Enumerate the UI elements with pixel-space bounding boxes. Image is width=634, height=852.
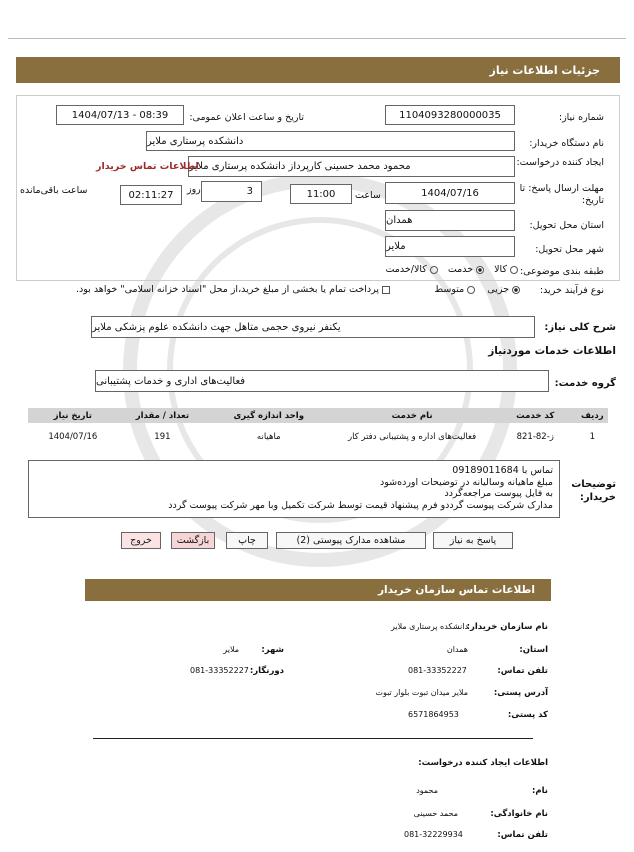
contact-section-header [85,579,551,601]
table-cell: 191 [154,432,171,442]
radio-icon [467,286,475,294]
category-option-both[interactable]: کالا/خدمت [385,264,437,275]
col-header: واحد اندازه گیری [207,408,330,423]
deadline-label: مهلت ارسال پاسخ: تا تاریخ: [519,183,604,206]
col-header: ردیف [577,408,608,423]
city-value-2: ملایر [223,645,239,654]
days-field[interactable]: 3 [201,181,262,202]
creator-info-title: اطلاعات ایجاد کننده درخواست: [418,758,548,768]
buyer-notes-label: توضیحات خریدار: [571,479,616,503]
buyer-notes-field [28,460,560,518]
need-number-label: شماره نیاز: [558,112,604,123]
province-field[interactable]: همدان [385,210,515,231]
table-cell: 1404/07/16 [48,432,98,442]
col-header: تاریخ نیاز [28,408,118,423]
service-group-label: گروه خدمت: [554,378,616,389]
summary-field: یکنفر نیروی حجمی متاهل جهت دانشکده علوم پزشکی ملایر [91,316,535,338]
need-number-field[interactable]: 1104093280000035 [385,105,515,125]
deadline-time-field[interactable]: 11:00 [290,184,352,204]
items-table [28,408,608,451]
top-divider [8,38,626,39]
province-label-2: استان: [519,645,548,655]
creator-label: ایجاد کننده درخواست: [516,157,604,168]
province-label: استان محل تحویل: [529,220,604,231]
notes-line: به فایل پیوست مراجعه‌گردد [444,488,553,499]
phone-label: تلفن تماس: [497,666,548,676]
back-button[interactable]: بازگشت [171,532,215,549]
treasury-note: پرداخت تمام یا بخشی از مبلغ خرید،از محل "اسناد خزانه اسلامی" خواهد بود. [76,284,379,295]
process-label: نوع فرآیند خرید: [539,285,604,296]
radio-selected-icon [476,266,484,274]
col-header: کد خدمت [494,408,577,423]
service-group-field: فعالیت‌های اداری و خدمات پشتیبانی [95,370,549,392]
view-documents-button[interactable]: مشاهده مدارک پیوستی (2) [276,532,426,549]
process-option-minor[interactable]: جزیی [487,284,520,295]
address-value: ملایر میدان تبوت بلوار تبوت [375,688,468,697]
province-value-2: همدان [446,645,468,654]
city-label: شهر محل تحویل: [535,244,604,255]
family-value: محمد حسینی [413,809,458,818]
remaining-time-field: 02:11:27 [120,185,182,205]
items-table-wrap [28,408,608,451]
fax-label: دورنگار: [249,666,284,676]
deadline-date-field[interactable]: 1404/07/16 [385,182,515,204]
category-options [330,264,518,275]
radio-icon [510,266,518,274]
name-value: محمود [416,786,438,795]
col-header: تعداد / مقدار [118,408,208,423]
city-label-2: شهر: [261,645,284,655]
remaining-label: ساعت باقی‌مانده [20,185,88,196]
buyer-org-field[interactable]: دانشکده پرستاری ملایر [146,131,515,151]
category-option-goods[interactable]: کالا [494,264,518,275]
page-title: جزئیات اطلاعات نیاز [489,63,600,77]
category-option-service[interactable]: خدمت [448,264,484,275]
radio-icon [430,266,438,274]
postal-value: 6571864953 [408,710,459,719]
print-button[interactable]: چاپ [226,532,268,549]
creator-phone-label: تلفن تماس: [497,830,548,840]
family-label: نام خانوادگی: [490,809,548,819]
process-option-medium[interactable]: متوسط [434,284,475,295]
reply-button[interactable]: پاسخ به نیاز [433,532,513,549]
table-cell: 1 [589,432,596,442]
address-label: آدرس پستی: [493,688,548,698]
process-options [420,284,520,295]
creator-phone-value: 081-32229934 [404,830,463,839]
checkbox-icon[interactable] [382,286,390,294]
contact-section-title: اطلاعات تماس سازمان خریدار [378,584,535,596]
announce-field[interactable]: 1404/07/13 - 08:39 [56,105,184,125]
city-field[interactable]: ملایر [385,236,515,257]
treasury-checkbox-row[interactable] [40,284,390,295]
exit-button[interactable]: خروج [121,532,161,549]
services-title: اطلاعات خدمات موردنیاز [488,345,616,357]
category-label: طبقه بندی موضوعی: [519,266,604,277]
notes-line: مبلغ ماهیانه وسالیانه در توضیحات اورده‌شود [380,476,553,488]
day-label: روز [187,184,201,195]
org-value: دانشکده پرستاری ملایر [390,622,468,631]
radio-selected-icon [512,286,520,294]
phone-value: 081-33352227 [408,666,467,675]
table-header-row [28,408,608,423]
table-cell: ماهیانه [256,432,281,442]
notes-line: تماس با 09189011684 [452,465,553,476]
buyer-org-label: نام دستگاه خریدار: [529,138,604,149]
creator-field[interactable]: محمود محمد حسینی کارپرداز دانشکده پرستاری ملایر [188,156,515,177]
name-label: نام: [531,786,548,796]
page-header [16,57,620,83]
fax-value: 081-33352227 [190,666,249,675]
buyer-contact-link[interactable]: اطلاعات تماس خریدار [96,161,199,172]
table-cell: ز-82-821 [516,432,554,442]
notes-line: مدارک شرکت پیوست گرددو فرم پیشنهاد قیمت توسط شرکت تکمیل وبا مهر شرکت پیوست گردد [168,499,553,511]
table-row[interactable] [28,423,608,451]
time-label: ساعت [355,190,381,201]
table-cell: فعالیت‌های اداره و پشتیبانی دفتر کار [347,432,477,442]
col-header: نام خدمت [330,408,493,423]
org-label: نام سازمان خریدار: [466,622,548,632]
postal-label: کد پستی: [507,710,548,720]
contact-divider [93,738,533,739]
summary-label: شرح کلی نیاز: [544,322,616,333]
announce-label: تاریخ و ساعت اعلان عمومی: [189,112,304,123]
